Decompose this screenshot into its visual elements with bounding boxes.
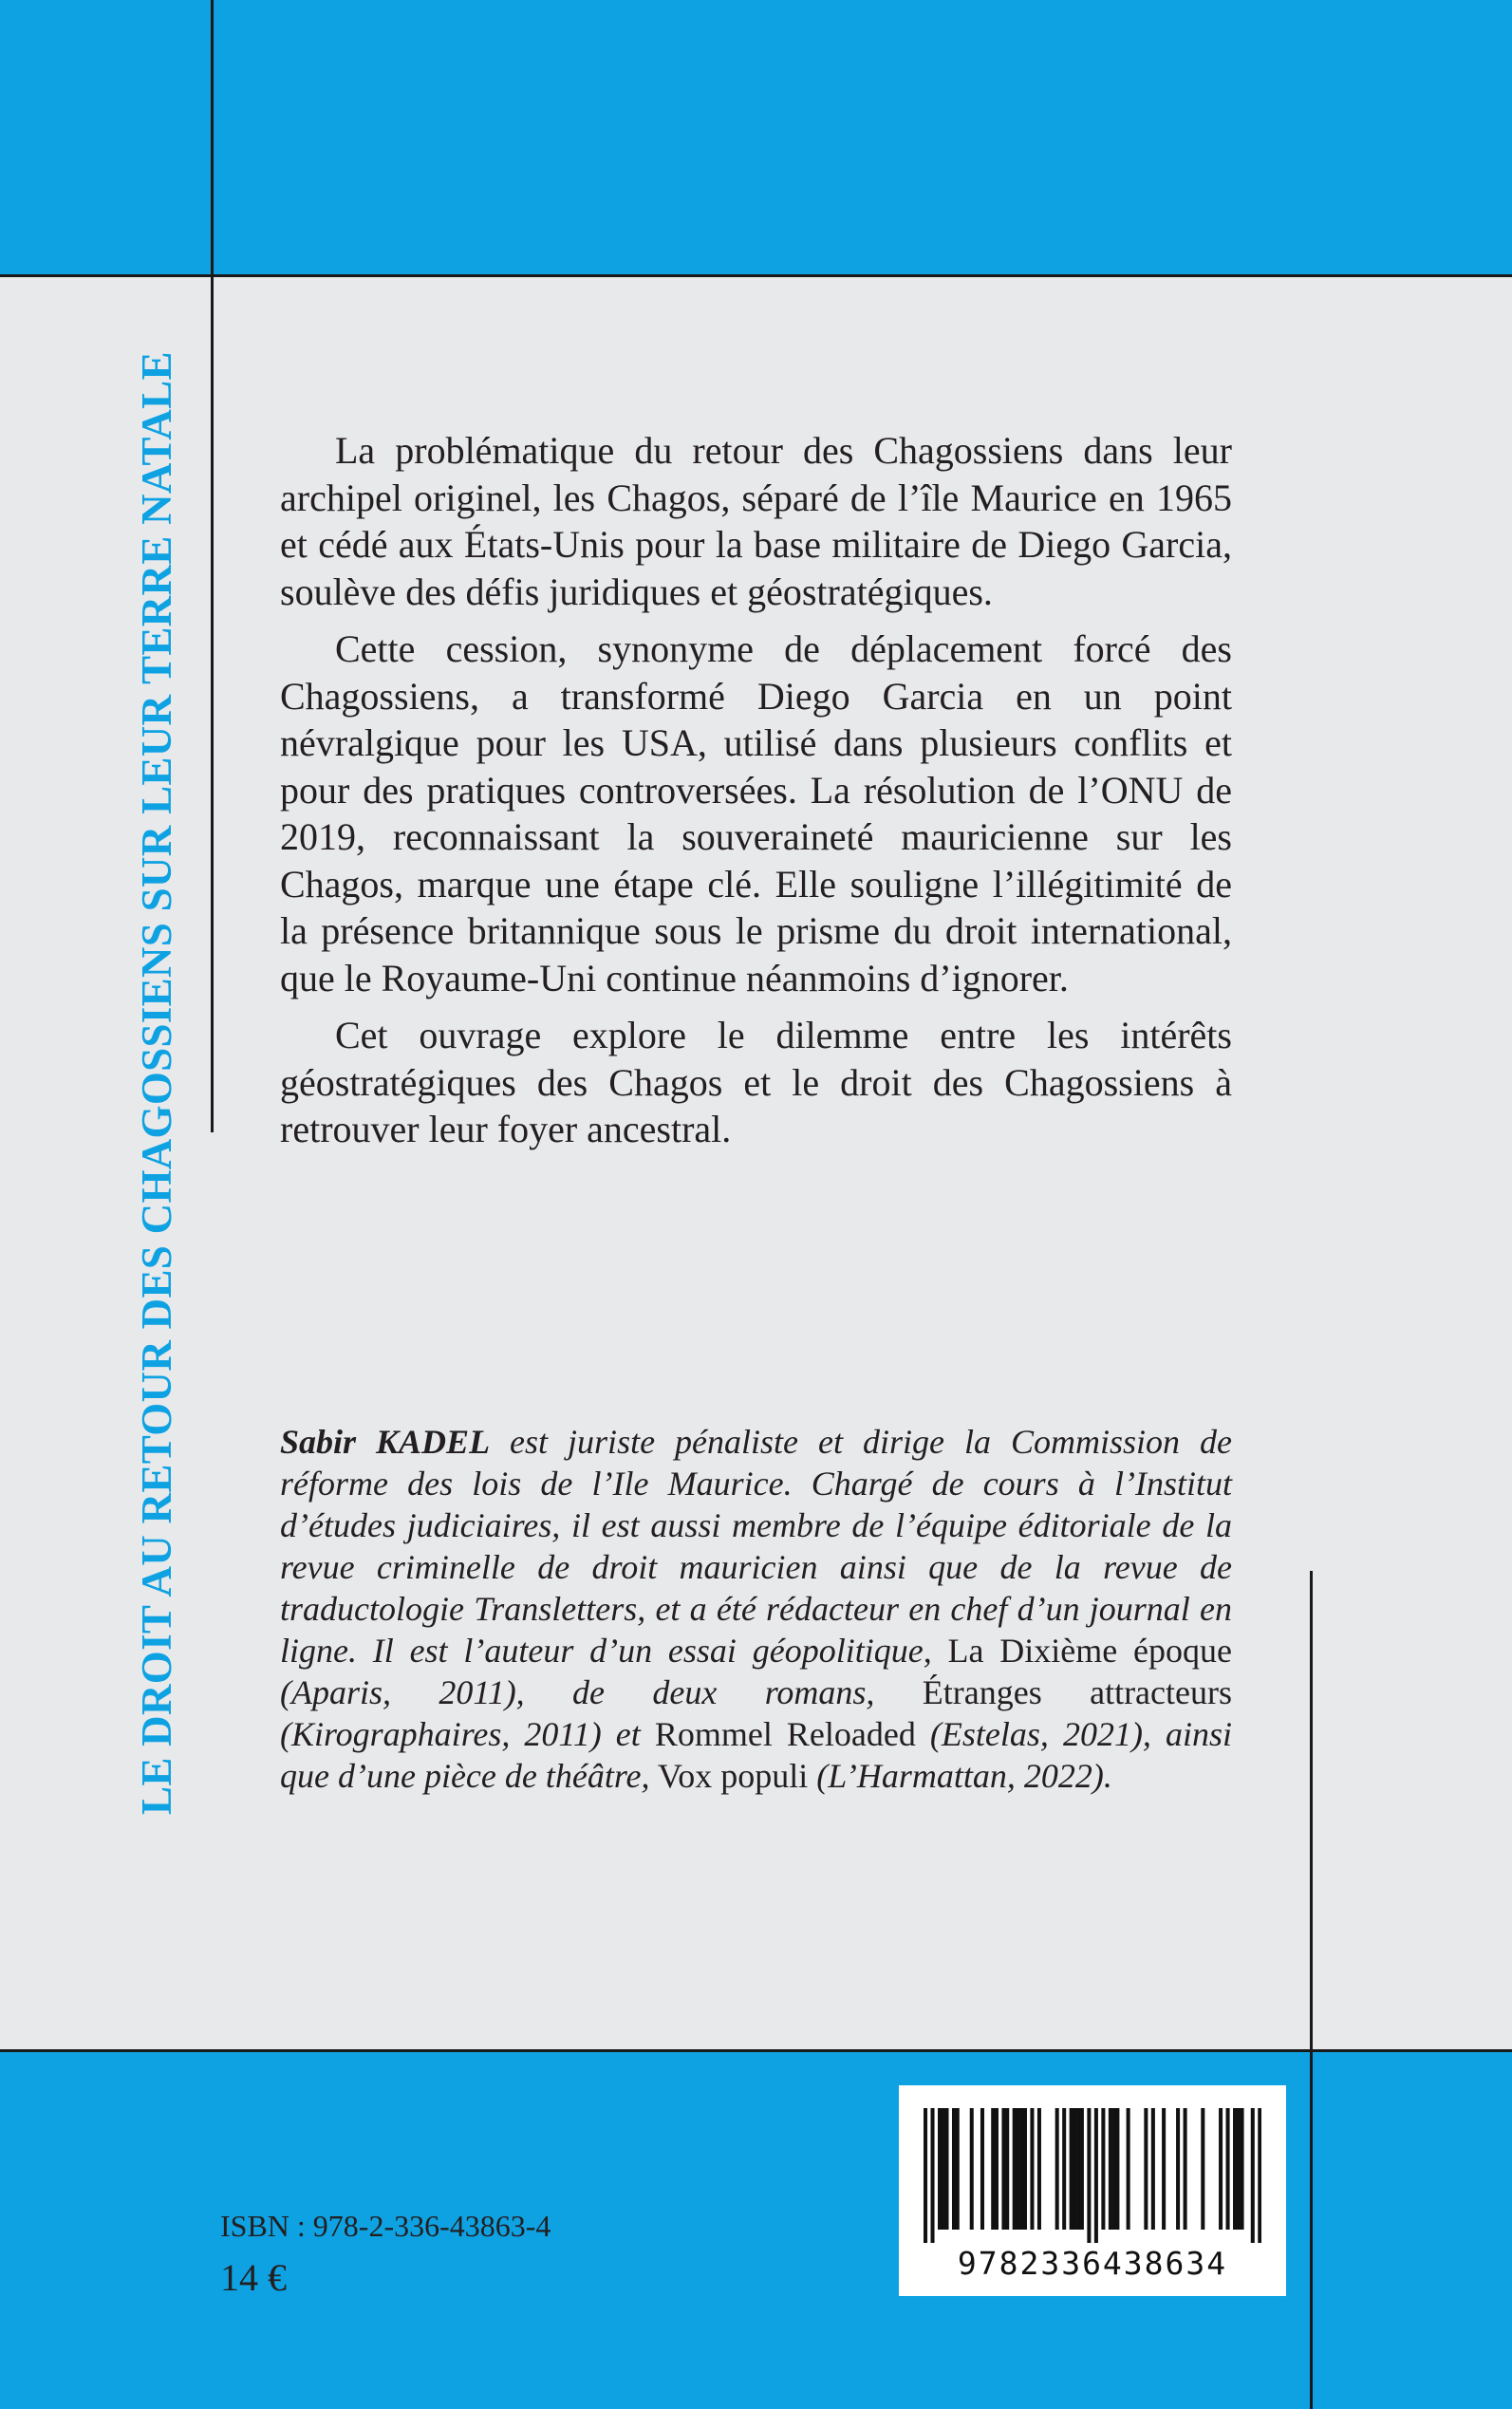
barcode-bar <box>980 2108 984 2230</box>
bio-text: est juriste pénaliste et dirige la Commission de réforme des lois de l’Ile Maurice. Chargé de cours à l’Institut d’études judiciaires, il est aussi membre de l’équipe éditoriale de la revue criminelle de droit mauricien ainsi que de la revue de traductologie Transletters, et a été rédacteur en chef d’un journal en ligne. Il est l’auteur d’un essai géopolitique, <box>280 1423 1232 1670</box>
barcode-bar <box>1151 2108 1155 2230</box>
book-title: Rommel Reloaded <box>654 1715 916 1753</box>
barcode-bar <box>1070 2108 1073 2230</box>
barcode-bar <box>1219 2108 1223 2230</box>
left-vertical-rule <box>211 0 214 1132</box>
barcode-bar <box>995 2108 999 2230</box>
barcode-bar <box>942 2108 945 2230</box>
barcode-bar <box>1184 2108 1187 2230</box>
author-bio <box>280 1421 1232 1797</box>
barcode-bar <box>1101 2108 1105 2230</box>
blurb-paragraph: Cette cession, synonyme de déplacement forcé des Chagossiens, a transformé Diego Garcia en un point névralgique pour les USA, utilisé dans plusieurs conflits et pour des pratiques controversées. La résolution de l’ONU de 2019, reconnaissant la souveraineté mauricienne sur les Chagos, marque une étape clé. Elle souligne l’illégitimité de la présence britannique sous le prisme du droit international, que le Royaume-Uni continue néanmoins d’ignorer. <box>280 627 1232 999</box>
barcode-bar <box>1076 2108 1080 2230</box>
barcode-bar <box>991 2108 995 2230</box>
top-horizontal-rule <box>0 274 1512 277</box>
bio-text: (Estelas, 2021), ainsi que d’une pièce de théâtre, <box>280 1715 1233 1795</box>
bio-text: (Aparis, 2011), de deux romans, <box>280 1673 875 1711</box>
barcode-bar <box>1001 2108 1005 2230</box>
barcode-bar <box>1201 2108 1204 2230</box>
barcode-bar <box>1112 2108 1116 2230</box>
blurb-paragraph: Cet ouvrage explore le dilemme entre les intérêts géostratégiques des Chagos et le droit des Chagossiens à retrouver leur foyer ancestral. <box>280 1014 1232 1150</box>
barcode-bars <box>924 2108 1261 2243</box>
top-color-band <box>0 0 1512 275</box>
barcode-bar <box>1019 2108 1023 2230</box>
barcode-bar <box>1226 2108 1230 2230</box>
book-title: Étranges attracteurs <box>874 1673 1232 1711</box>
barcode-bar <box>1162 2108 1166 2230</box>
barcode-bar <box>1062 2108 1066 2230</box>
barcode-digits: 9782336438634 <box>957 2245 1228 2282</box>
barcode-bar <box>1013 2108 1017 2230</box>
barcode-bar <box>1176 2108 1180 2230</box>
barcode-bar <box>924 2108 927 2243</box>
author-bio-paragraph <box>280 1421 1232 1797</box>
barcode-bar <box>956 2108 960 2230</box>
barcode-bar <box>1233 2108 1237 2230</box>
barcode-bar <box>970 2108 974 2230</box>
barcode-bar <box>1055 2108 1059 2230</box>
barcode-bar <box>1251 2108 1255 2243</box>
back-cover-blurb <box>280 427 1232 1164</box>
right-vertical-rule <box>1310 1571 1313 2409</box>
barcode-bar <box>1115 2108 1119 2230</box>
barcode-bar <box>1237 2108 1241 2230</box>
spine-title: LE DROIT AU RETOUR DES CHAGOSSIENS SUR LEUR TERRE NATALE <box>133 351 180 1815</box>
barcode-bar <box>1087 2108 1091 2243</box>
bio-text: (Kirographaires, 2011) et <box>280 1715 655 1753</box>
bio-text: (L’Harmattan, 2022). <box>808 1757 1112 1795</box>
price-label: 14 € <box>220 2256 287 2299</box>
barcode-bar <box>1037 2108 1041 2230</box>
isbn-label: ISBN : 978-2-336-43863-4 <box>220 2209 551 2243</box>
author-name: Sabir KADEL <box>280 1423 491 1461</box>
barcode <box>899 2085 1286 2296</box>
barcode-bar <box>1030 2108 1034 2230</box>
barcode-bar <box>952 2108 956 2230</box>
bottom-horizontal-rule <box>0 2049 1512 2052</box>
book-title: Vox populi <box>649 1757 809 1795</box>
barcode-bar <box>1258 2108 1261 2243</box>
barcode-bar <box>1127 2108 1130 2230</box>
barcode-bar <box>1241 2108 1244 2230</box>
barcode-bar <box>1144 2108 1148 2230</box>
barcode-bar <box>1023 2108 1027 2230</box>
book-title: La Dixième époque <box>931 1632 1232 1670</box>
blurb-paragraph: La problématique du retour des Chagossiens dans leur archipel originel, les Chagos, séparé de l’île Maurice en 1965 et cédé aux États-Unis pour la base militaire de Diego Garcia, soulève des défis juridiques et géostratégiques. <box>280 429 1232 613</box>
barcode-bar <box>1073 2108 1076 2230</box>
barcode-bar <box>1080 2108 1084 2230</box>
barcode-bar <box>1109 2108 1112 2230</box>
barcode-bar <box>944 2108 948 2230</box>
barcode-bar <box>1005 2108 1009 2230</box>
barcode-bar <box>1016 2108 1019 2230</box>
barcode-bar <box>938 2108 942 2230</box>
barcode-bar <box>930 2108 934 2243</box>
barcode-bar <box>1094 2108 1098 2243</box>
